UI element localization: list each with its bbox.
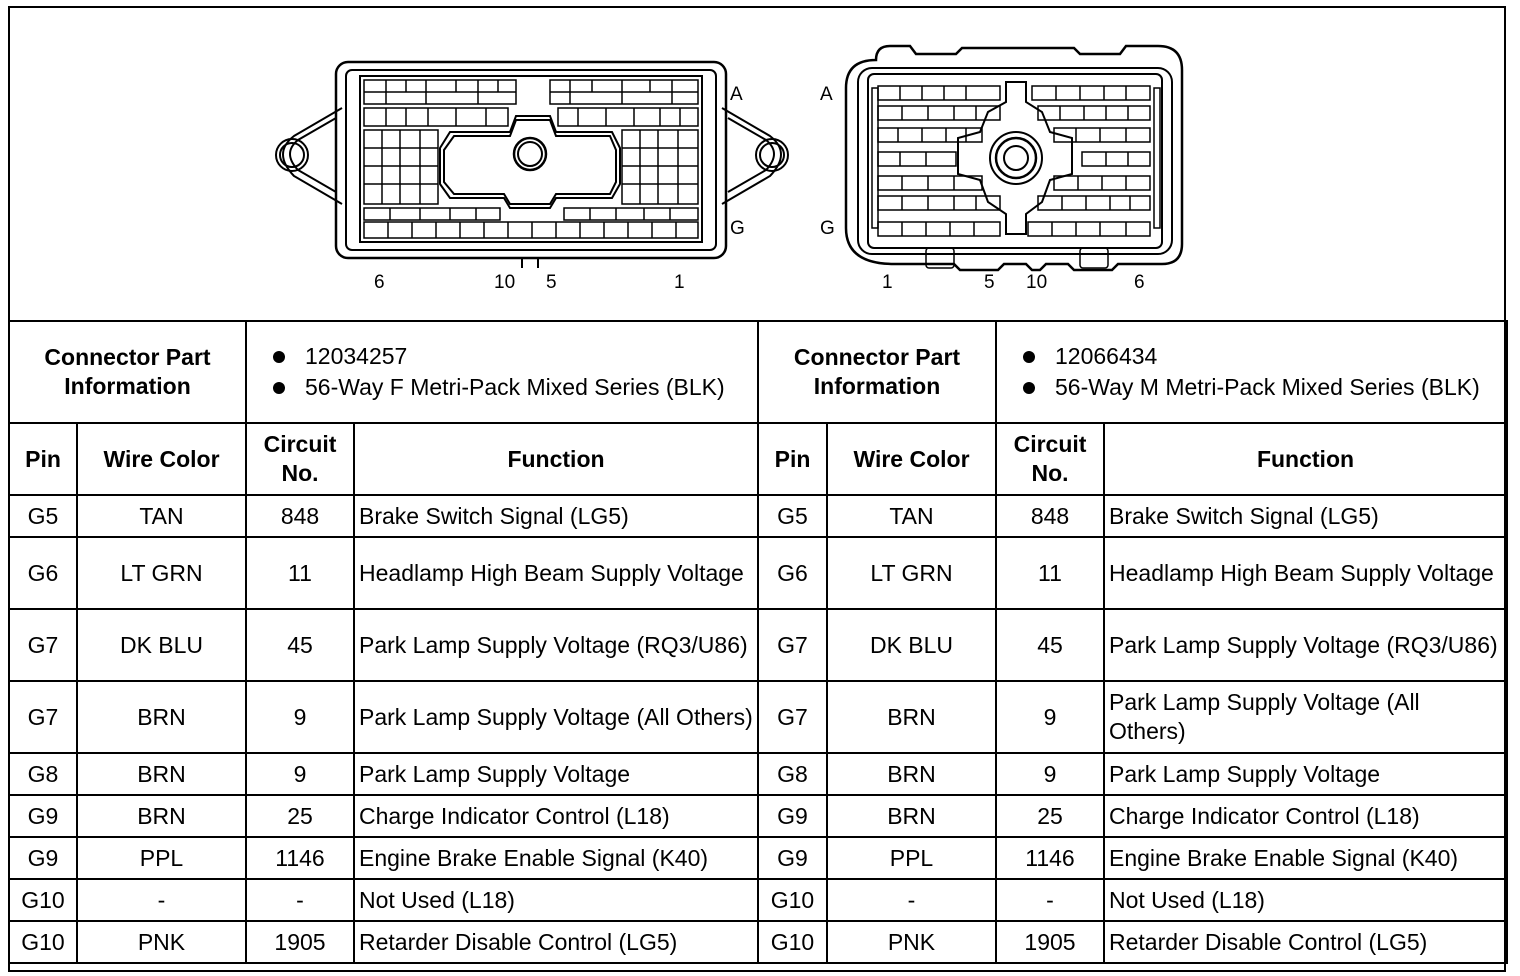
- function-cell-right: Charge Indicator Control (L18): [1104, 795, 1507, 837]
- left-col-label-1: 1: [674, 272, 685, 293]
- pin-cell-left: G9: [9, 837, 77, 879]
- col-header-function-right: Function: [1104, 423, 1507, 495]
- connector-description-left: 56-Way F Metri-Pack Mixed Series (BLK): [273, 372, 753, 403]
- pin-cell-right: G5: [758, 495, 827, 537]
- function-cell-left: Retarder Disable Control (LG5): [354, 921, 758, 963]
- wire-color-cell-right: DK BLU: [827, 609, 996, 681]
- pin-cell-left: G5: [9, 495, 77, 537]
- pin-cell-left: G7: [9, 609, 77, 681]
- female-connector-drawing: [276, 62, 788, 268]
- table-row: [9, 495, 1507, 537]
- pin-cell-left: G7: [9, 681, 77, 753]
- connector-info-values-left: [246, 321, 758, 423]
- circuit-cell-left: 45: [246, 609, 354, 681]
- circuit-cell-left: 1905: [246, 921, 354, 963]
- left-col-label-10: 10: [494, 272, 516, 293]
- connector-info-label-left: Connector Part Information: [9, 321, 246, 423]
- left-row-label-a: A: [730, 84, 743, 105]
- col-header-circuit-right: Circuit No.: [996, 423, 1104, 495]
- wire-color-cell-left: BRN: [77, 753, 246, 795]
- wire-color-cell-right: LT GRN: [827, 537, 996, 609]
- circuit-cell-right: 25: [996, 795, 1104, 837]
- right-col-label-6: 6: [1134, 272, 1145, 293]
- wire-color-cell-right: -: [827, 879, 996, 921]
- function-cell-right: Brake Switch Signal (LG5): [1104, 495, 1507, 537]
- right-col-label-5: 5: [984, 272, 995, 293]
- wire-color-cell-right: BRN: [827, 753, 996, 795]
- wire-color-cell-left: PPL: [77, 837, 246, 879]
- function-cell-left: Brake Switch Signal (LG5): [354, 495, 758, 537]
- table-row: [9, 795, 1507, 837]
- connector-diagram: [10, 8, 1504, 320]
- table-row: [9, 753, 1507, 795]
- wire-color-cell-right: PPL: [827, 837, 996, 879]
- col-header-function-left: Function: [354, 423, 758, 495]
- circuit-cell-left: 9: [246, 753, 354, 795]
- table-row: [9, 921, 1507, 963]
- pinout-rows: [9, 495, 1507, 963]
- circuit-cell-right: 45: [996, 609, 1104, 681]
- circuit-cell-left: 9: [246, 681, 354, 753]
- pin-cell-right: G8: [758, 753, 827, 795]
- pin-cell-right: G6: [758, 537, 827, 609]
- wire-color-cell-left: DK BLU: [77, 609, 246, 681]
- function-cell-right: Park Lamp Supply Voltage (All Others): [1104, 681, 1507, 753]
- connector-info-row: [9, 321, 1507, 423]
- pin-cell-right: G9: [758, 837, 827, 879]
- col-header-wire-color-right: Wire Color: [827, 423, 996, 495]
- col-header-wire-color-left: Wire Color: [77, 423, 246, 495]
- right-col-label-1: 1: [882, 272, 893, 293]
- circuit-cell-right: 848: [996, 495, 1104, 537]
- connector-info-values-right: [996, 321, 1507, 423]
- wire-color-cell-right: PNK: [827, 921, 996, 963]
- circuit-cell-right: 1905: [996, 921, 1104, 963]
- pin-cell-right: G10: [758, 879, 827, 921]
- table-row: [9, 681, 1507, 753]
- circuit-cell-right: 9: [996, 753, 1104, 795]
- function-cell-right: Engine Brake Enable Signal (K40): [1104, 837, 1507, 879]
- function-cell-left: Not Used (L18): [354, 879, 758, 921]
- document-frame: [8, 6, 1506, 972]
- connector-info-label-right: Connector Part Information: [758, 321, 996, 423]
- function-cell-right: Park Lamp Supply Voltage (RQ3/U86): [1104, 609, 1507, 681]
- pin-cell-left: G10: [9, 921, 77, 963]
- function-cell-right: Retarder Disable Control (LG5): [1104, 921, 1507, 963]
- left-col-label-5: 5: [546, 272, 557, 293]
- function-cell-left: Headlamp High Beam Supply Voltage: [354, 537, 758, 609]
- wire-color-cell-left: BRN: [77, 681, 246, 753]
- wire-color-cell-right: BRN: [827, 795, 996, 837]
- wire-color-cell-right: TAN: [827, 495, 996, 537]
- pin-cell-right: G7: [758, 681, 827, 753]
- pin-cell-right: G9: [758, 795, 827, 837]
- circuit-cell-left: 1146: [246, 837, 354, 879]
- circuit-cell-left: 848: [246, 495, 354, 537]
- col-header-circuit-left: Circuit No.: [246, 423, 354, 495]
- right-row-label-g: G: [820, 218, 835, 239]
- right-col-label-10: 10: [1026, 272, 1048, 293]
- part-number-right: 12066434: [1023, 341, 1502, 372]
- pin-cell-left: G8: [9, 753, 77, 795]
- circuit-cell-right: -: [996, 879, 1104, 921]
- circuit-cell-left: -: [246, 879, 354, 921]
- pin-cell-right: G7: [758, 609, 827, 681]
- function-cell-right: Not Used (L18): [1104, 879, 1507, 921]
- wire-color-cell-left: LT GRN: [77, 537, 246, 609]
- table-row: [9, 537, 1507, 609]
- pinout-table: [8, 422, 1508, 964]
- col-header-pin-right: Pin: [758, 423, 827, 495]
- connector-info-table: [8, 320, 1508, 424]
- circuit-cell-left: 11: [246, 537, 354, 609]
- wire-color-cell-left: TAN: [77, 495, 246, 537]
- pin-cell-left: G6: [9, 537, 77, 609]
- pin-cell-left: G9: [9, 795, 77, 837]
- right-row-label-a: A: [820, 84, 833, 105]
- col-header-pin-left: Pin: [9, 423, 77, 495]
- pinout-header-row: [9, 423, 1507, 495]
- pin-cell-left: G10: [9, 879, 77, 921]
- circuit-cell-left: 25: [246, 795, 354, 837]
- connector-description-right: 56-Way M Metri-Pack Mixed Series (BLK): [1023, 372, 1502, 403]
- wire-color-cell-left: PNK: [77, 921, 246, 963]
- table-row: [9, 837, 1507, 879]
- function-cell-left: Park Lamp Supply Voltage (RQ3/U86): [354, 609, 758, 681]
- function-cell-left: Engine Brake Enable Signal (K40): [354, 837, 758, 879]
- function-cell-right: Headlamp High Beam Supply Voltage: [1104, 537, 1507, 609]
- function-cell-left: Park Lamp Supply Voltage (All Others): [354, 681, 758, 753]
- wire-color-cell-left: BRN: [77, 795, 246, 837]
- function-cell-left: Park Lamp Supply Voltage: [354, 753, 758, 795]
- function-cell-right: Park Lamp Supply Voltage: [1104, 753, 1507, 795]
- circuit-cell-right: 9: [996, 681, 1104, 753]
- table-row: [9, 609, 1507, 681]
- left-col-label-6: 6: [374, 272, 385, 293]
- function-cell-left: Charge Indicator Control (L18): [354, 795, 758, 837]
- wire-color-cell-left: -: [77, 879, 246, 921]
- circuit-cell-right: 1146: [996, 837, 1104, 879]
- wire-color-cell-right: BRN: [827, 681, 996, 753]
- male-connector-drawing: [846, 46, 1182, 270]
- left-row-label-g: G: [730, 218, 745, 239]
- pin-cell-right: G10: [758, 921, 827, 963]
- table-row: [9, 879, 1507, 921]
- circuit-cell-right: 11: [996, 537, 1104, 609]
- part-number-left: 12034257: [273, 341, 753, 372]
